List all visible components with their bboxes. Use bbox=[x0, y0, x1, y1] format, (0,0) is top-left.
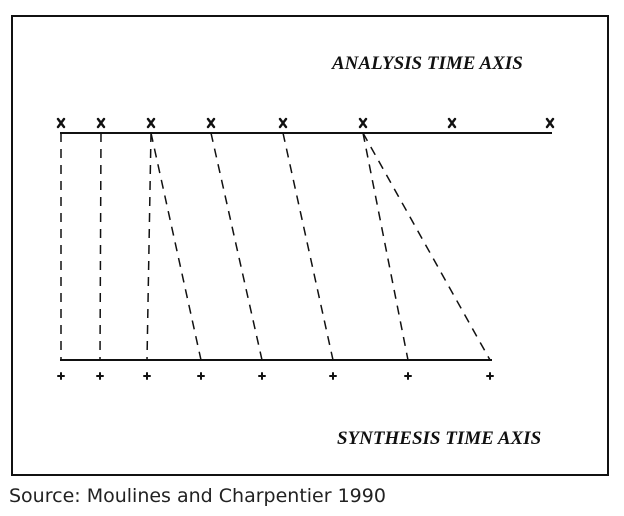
synthesis-marks bbox=[58, 373, 493, 379]
analysis-mark-6 bbox=[360, 119, 366, 127]
synthesis-mark-5 bbox=[259, 373, 265, 379]
analysis-mark-8 bbox=[547, 119, 553, 127]
mapping-line-3 bbox=[147, 133, 151, 360]
mapping-line-6 bbox=[283, 133, 333, 360]
synthesis-mark-4 bbox=[198, 373, 204, 379]
synthesis-mark-8 bbox=[487, 373, 493, 379]
mapping-lines bbox=[61, 133, 490, 360]
mapping-line-5 bbox=[211, 133, 262, 360]
analysis-mark-3 bbox=[148, 119, 154, 127]
mapping-line-4 bbox=[151, 133, 201, 360]
synthesis-mark-2 bbox=[97, 373, 103, 379]
source-caption: Source: Moulines and Charpentier 1990 bbox=[9, 485, 386, 507]
analysis-mark-4 bbox=[208, 119, 214, 127]
synthesis-mark-1 bbox=[58, 373, 64, 379]
synthesis-axis-label: SYNTHESIS TIME AXIS bbox=[337, 428, 542, 449]
synthesis-mark-6 bbox=[330, 373, 336, 379]
analysis-marks bbox=[58, 119, 553, 127]
analysis-mark-2 bbox=[98, 119, 104, 127]
mapping-line-2 bbox=[100, 133, 101, 360]
analysis-mark-1 bbox=[58, 119, 64, 127]
mapping-line-8 bbox=[363, 133, 490, 360]
mapping-line-7 bbox=[363, 133, 408, 360]
analysis-axis-label: ANALYSIS TIME AXIS bbox=[332, 53, 523, 74]
synthesis-mark-7 bbox=[405, 373, 411, 379]
analysis-mark-5 bbox=[280, 119, 286, 127]
synthesis-mark-3 bbox=[144, 373, 150, 379]
analysis-mark-7 bbox=[449, 119, 455, 127]
